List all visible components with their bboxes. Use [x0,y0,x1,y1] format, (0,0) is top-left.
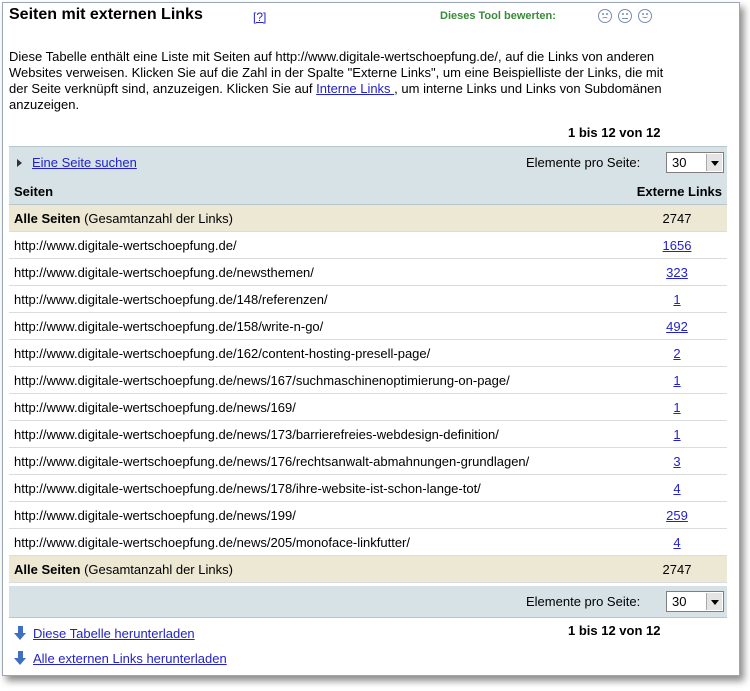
help-link[interactable]: [?] [253,10,267,24]
table-row [9,421,727,448]
table-row [9,394,727,421]
per-page-label-bottom: Elemente pro Seite: [526,594,641,609]
table-row [9,232,727,259]
download-all-links-link[interactable]: Alle externen Links herunterladen [14,651,227,666]
per-page-label: Elemente pro Seite: [526,155,641,170]
total-row-top: Alle Seiten (Gesamtanzahl der Links) 2747 [9,205,727,232]
rate-tool-label: Dieses Tool bewerten: [440,10,556,22]
page-url: http://www.digitale-wertschoepfung.de/ [9,232,627,259]
per-page-select[interactable] [666,152,724,173]
total-row-bottom: Alle Seiten (Gesamtanzahl der Links) 2747 [9,556,727,583]
page-url: http://www.digitale-wertschoepfung.de/news/167/suchmaschinenoptimierung-on-page/ [9,367,627,394]
per-page-select-bottom[interactable] [666,591,724,612]
table-toolbar-bottom [9,586,727,618]
column-header-pages[interactable]: Seiten [9,178,627,205]
table-toolbar-top [9,146,727,178]
download-arrow-icon [14,626,27,640]
sad-face-icon[interactable] [598,9,612,23]
external-links-count-link[interactable]: 1 [673,426,681,442]
description-text: Diese Tabelle enthält eine Liste mit Seiten auf http://www.digitale-wertschoepfung.de/, auf die Links von anderen Websites verweisen. Klicken Sie auf die Zahl in der Spalte "Externe Links", um eine Beispielliste der Links, die mit der Seite verknüpft sind, anzuzeigen. Klicken Sie auf Interne Links , um interne Links und Links von Subdomänen anzuzeigen. [9,49,664,112]
external-links-count-link[interactable]: 4 [673,534,681,550]
page-url: http://www.digitale-wertschoepfung.de/news/176/rechtsanwalt-abmahnungen-grundlagen/ [9,448,627,475]
external-links-count-link[interactable]: 1 [673,291,681,307]
page-url: http://www.digitale-wertschoepfung.de/news/199/ [9,502,627,529]
table-row [9,475,727,502]
expand-triangle-icon[interactable] [17,159,22,167]
external-links-count-link[interactable]: 3 [673,453,681,469]
external-links-count-link[interactable]: 492 [666,318,688,334]
table-row [9,313,727,340]
external-links-count-link[interactable]: 1 [673,372,681,388]
table-row [9,448,727,475]
table-row [9,286,727,313]
download-arrow-icon [14,651,27,665]
per-page-value: 30 [672,155,687,170]
total-value: 2747 [627,205,727,232]
external-links-count-link[interactable]: 4 [673,480,681,496]
table-row [9,367,727,394]
external-links-count-link[interactable]: 2 [673,345,681,361]
page-url: http://www.digitale-wertschoepfung.de/148/referenzen/ [9,286,627,313]
column-header-external-links[interactable]: Externe Links [627,178,727,205]
page-url: http://www.digitale-wertschoepfung.de/news/205/monoface-linkfutter/ [9,529,627,556]
neutral-face-icon[interactable] [618,9,632,23]
internal-links-link[interactable]: Interne Links [316,81,395,96]
page-url: http://www.digitale-wertschoepfung.de/news/173/barrierefreies-webdesign-definition/ [9,421,627,448]
page-url: http://www.digitale-wertschoepfung.de/162/content-hosting-presell-page/ [9,340,627,367]
total-value: 2747 [627,556,727,583]
external-links-count-link[interactable]: 323 [666,264,688,280]
external-links-count-link[interactable]: 259 [666,507,688,523]
dropdown-arrow-icon[interactable] [706,154,722,171]
find-page-link[interactable]: Eine Seite suchen [32,155,137,170]
pagination-range-top: 1 bis 12 von 12 [568,125,661,140]
dropdown-arrow-icon[interactable] [706,593,722,610]
table-row [9,529,727,556]
download-table-link[interactable]: Diese Tabelle herunterladen [14,626,195,641]
page-url: http://www.digitale-wertschoepfung.de/news/169/ [9,394,627,421]
external-links-count-link[interactable]: 1 [673,399,681,415]
external-links-count-link[interactable]: 1656 [662,237,692,253]
table-row [9,340,727,367]
table-row [9,259,727,286]
happy-face-icon[interactable] [638,9,652,23]
pagination-range-bottom: 1 bis 12 von 12 [568,623,661,638]
page-url: http://www.digitale-wertschoepfung.de/158/write-n-go/ [9,313,627,340]
table-row [9,502,727,529]
page-title: Seiten mit externen Links [9,6,203,23]
page-url: http://www.digitale-wertschoepfung.de/newsthemen/ [9,259,627,286]
per-page-value-bottom: 30 [672,594,687,609]
page-url: http://www.digitale-wertschoepfung.de/news/178/ihre-website-ist-schon-lange-tot/ [9,475,627,502]
external-links-table [9,178,727,583]
